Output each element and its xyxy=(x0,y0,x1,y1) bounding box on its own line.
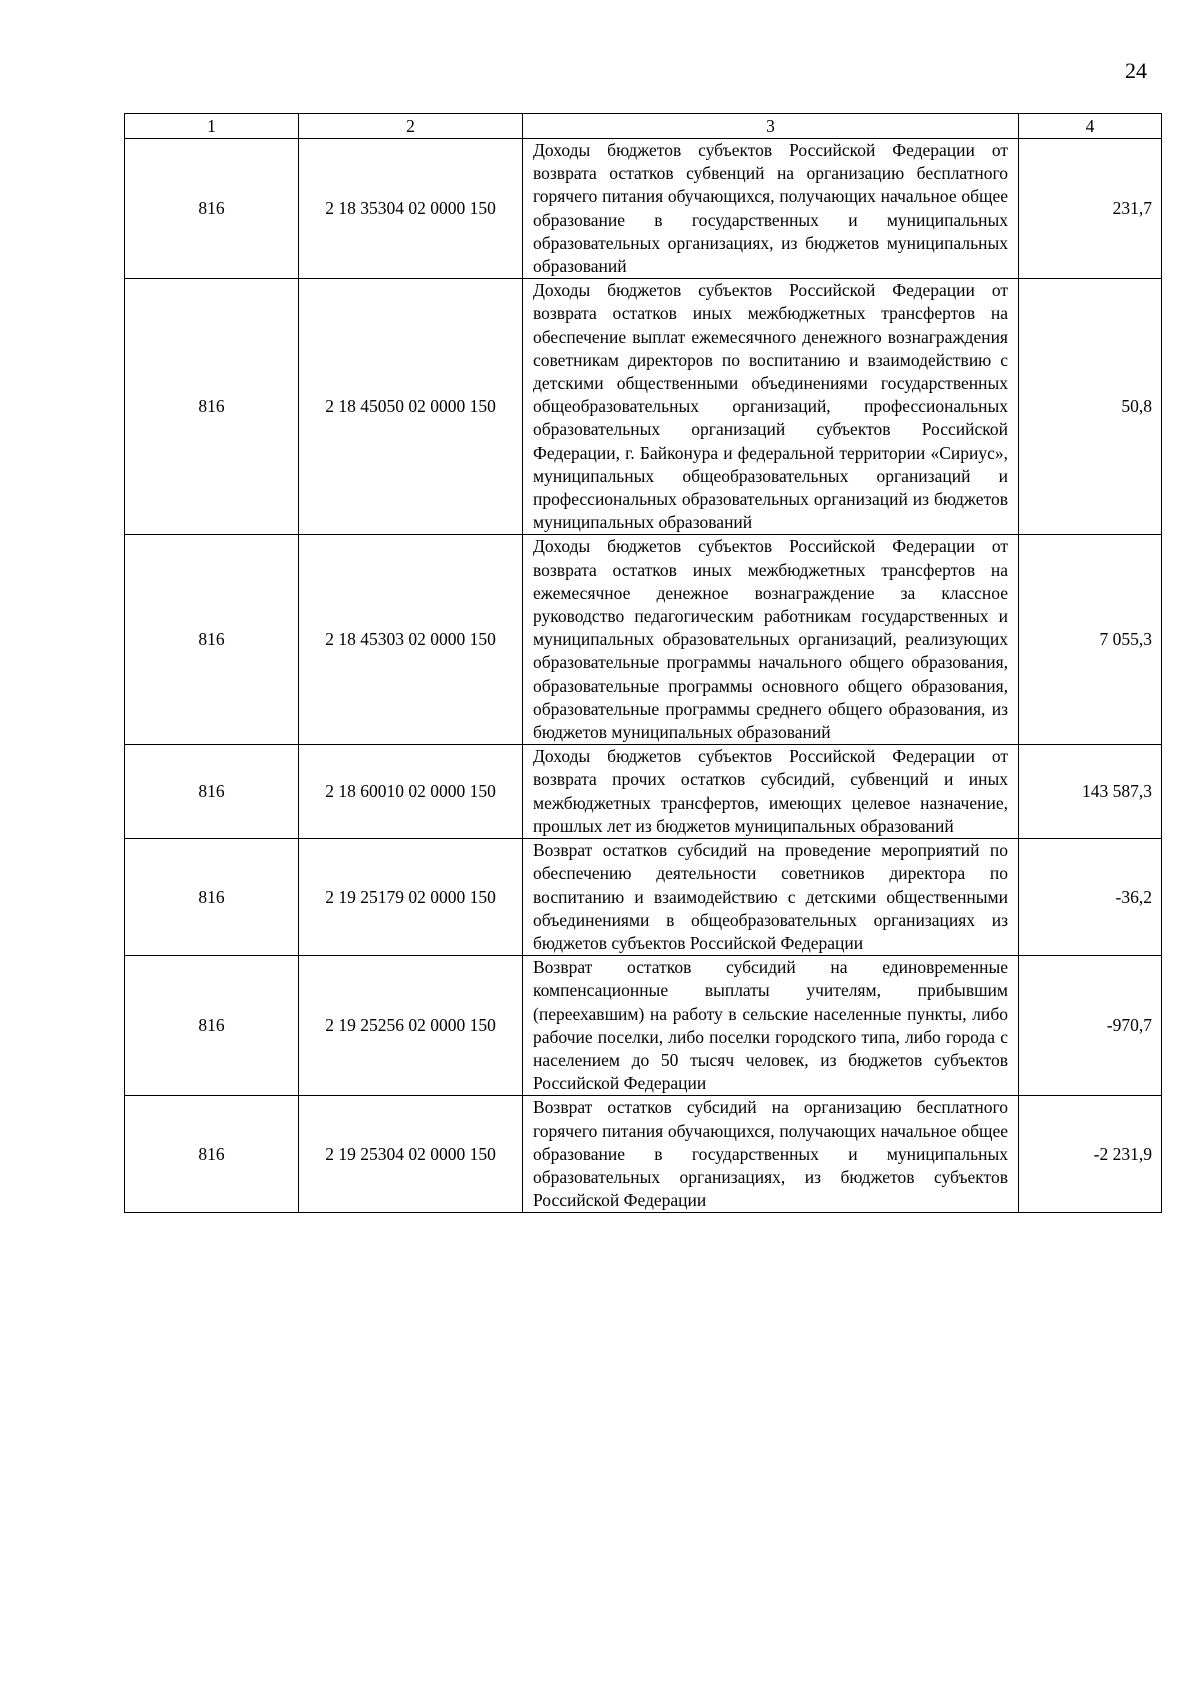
revenue-table xyxy=(124,113,1162,1213)
admin-code-cell: 816 xyxy=(125,745,299,839)
table-header-row xyxy=(125,114,1162,139)
table-row xyxy=(125,279,1162,535)
amount-cell: 143 587,3 xyxy=(1019,745,1162,839)
table-row xyxy=(125,956,1162,1096)
description-cell: Доходы бюджетов субъектов Российской Федерации от возврата остатков субвенций на организацию бесплатного горячего питания обучающихся, получающих начальное общее образование в государственных и муниципальных образовательных организациях, из бюджетов муниципальных образований xyxy=(523,139,1019,279)
admin-code-cell: 816 xyxy=(125,839,299,956)
description-cell: Возврат остатков субсидий на единовременные компенсационные выплаты учителям, прибывшим (переехавшим) на работу в сельские населенные пункты, либо рабочие поселки, либо поселки городского типа, либо города с населением до 50 тысяч человек, из бюджетов субъектов Российской Федерации xyxy=(523,956,1019,1096)
description-cell: Доходы бюджетов субъектов Российской Федерации от возврата остатков иных межбюджетных трансфертов на ежемесячное денежное вознаграждение за классное руководство педагогическим работникам государственных и муниципальных образовательных организаций, реализующих образовательные программы начального общего образования, образовательные программы основного общего образования, образовательные программы среднего общего образования, из бюджетов муниципальных образований xyxy=(523,535,1019,745)
column-header: 3 xyxy=(523,114,1019,139)
amount-cell: 231,7 xyxy=(1019,139,1162,279)
budget-code-cell: 2 18 60010 02 0000 150 xyxy=(299,745,523,839)
description-cell: Доходы бюджетов субъектов Российской Федерации от возврата прочих остатков субсидий, субвенций и иных межбюджетных трансфертов, имеющих целевое назначение, прошлых лет из бюджетов муниципальных образований xyxy=(523,745,1019,839)
amount-cell: -970,7 xyxy=(1019,956,1162,1096)
admin-code-cell: 816 xyxy=(125,279,299,535)
budget-code-cell: 2 18 45303 02 0000 150 xyxy=(299,535,523,745)
admin-code-cell: 816 xyxy=(125,139,299,279)
amount-cell: -2 231,9 xyxy=(1019,1096,1162,1213)
table-row xyxy=(125,139,1162,279)
admin-code-cell: 816 xyxy=(125,1096,299,1213)
column-header: 2 xyxy=(299,114,523,139)
amount-cell: -36,2 xyxy=(1019,839,1162,956)
budget-code-cell: 2 19 25256 02 0000 150 xyxy=(299,956,523,1096)
budget-code-cell: 2 19 25179 02 0000 150 xyxy=(299,839,523,956)
admin-code-cell: 816 xyxy=(125,956,299,1096)
table-row xyxy=(125,1096,1162,1213)
budget-code-cell: 2 18 35304 02 0000 150 xyxy=(299,139,523,279)
admin-code-cell: 816 xyxy=(125,535,299,745)
description-cell: Доходы бюджетов субъектов Российской Федерации от возврата остатков иных межбюджетных трансфертов на обеспечение выплат ежемесячного денежного вознаграждения советникам директоров по воспитанию и взаимодействию с детскими общественными объединениями государственных общеобразовательных организаций, профессиональных образовательных организаций субъектов Российской Федерации, г. Байконура и федеральной территории «Сириус», муниципальных общеобразовательных организаций и профессиональных образовательных организаций из бюджетов муниципальных образований xyxy=(523,279,1019,535)
description-cell: Возврат остатков субсидий на организацию бесплатного горячего питания обучающихся, получающих начальное общее образование в государственных и муниципальных образовательных организациях, из бюджетов субъектов Российской Федерации xyxy=(523,1096,1019,1213)
amount-cell: 7 055,3 xyxy=(1019,535,1162,745)
table-row xyxy=(125,839,1162,956)
budget-code-cell: 2 19 25304 02 0000 150 xyxy=(299,1096,523,1213)
table-row xyxy=(125,745,1162,839)
amount-cell: 50,8 xyxy=(1019,279,1162,535)
table-row xyxy=(125,535,1162,745)
column-header: 1 xyxy=(125,114,299,139)
column-header: 4 xyxy=(1019,114,1162,139)
budget-code-cell: 2 18 45050 02 0000 150 xyxy=(299,279,523,535)
page-number: 24 xyxy=(1125,58,1147,83)
description-cell: Возврат остатков субсидий на проведение мероприятий по обеспечению деятельности советников директора по воспитанию и взаимодействию с детскими общественными объединениями в общеобразовательных организациях из бюджетов субъектов Российской Федерации xyxy=(523,839,1019,956)
